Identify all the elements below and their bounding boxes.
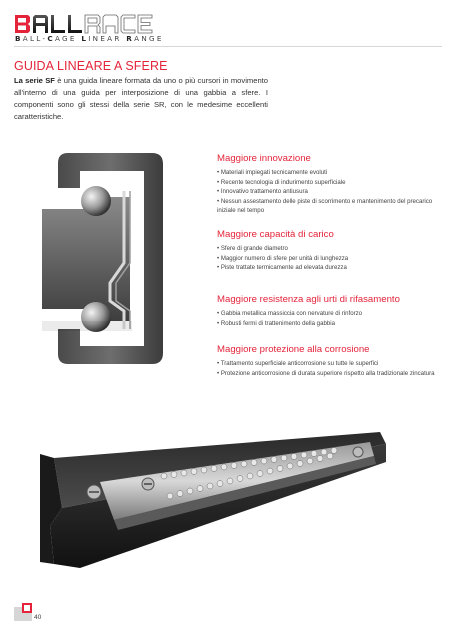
feature-title: Maggiore innovazione bbox=[217, 153, 311, 164]
feature-list bbox=[217, 309, 442, 328]
feature-innovation bbox=[217, 153, 442, 216]
list-item: • Materiali impiegati tecnicamente evoluti bbox=[217, 168, 442, 178]
intro-text: è una guida lineare formata da uno o più cursori in movimento all'interno di una guida per interposizione di una gabbia a sfere. I componenti sono gli stessi della serie SR, con le medesime eccellenti caratteristiche. bbox=[14, 76, 268, 121]
feature-title: Maggiore resistenza agli urti di rifasamento bbox=[217, 294, 400, 305]
intro-paragraph bbox=[14, 75, 268, 123]
list-item: • Protezione anticorrosione di durata superiore rispetto alla tradizionale zincatura bbox=[217, 369, 442, 379]
list-item: • Maggior numero di sfere per unità di lunghezza bbox=[217, 254, 442, 264]
list-item: • Nessun assestamento delle piste di scorrimento e mantenimento del precarico iniziale nel tempo bbox=[217, 197, 442, 216]
page-title: GUIDA LINEARE A SFERE bbox=[14, 59, 168, 73]
page-number: 40 bbox=[34, 614, 42, 621]
feature-load-capacity bbox=[217, 229, 442, 273]
ballrace-logo bbox=[14, 14, 156, 34]
feature-list bbox=[217, 168, 442, 216]
page-marker-icon bbox=[14, 603, 32, 621]
cross-section-image bbox=[40, 151, 165, 366]
feature-list bbox=[217, 359, 442, 378]
list-item: • Innovativo trattamento antiusura bbox=[217, 187, 442, 197]
list-item: • Gabbia metallica massiccia con nervature di rinforzo bbox=[217, 309, 442, 319]
list-item: • Robusti fermi di trattenimento della gabbia bbox=[217, 319, 442, 329]
list-item: • Sfere di grande diametro bbox=[217, 244, 442, 254]
feature-impact-resistance bbox=[217, 294, 442, 328]
feature-title: Maggiore protezione alla corrosione bbox=[217, 344, 370, 355]
feature-list bbox=[217, 244, 442, 273]
linear-rail-image bbox=[40, 430, 386, 570]
list-item: • Piste trattate termicamente ad elevata durezza bbox=[217, 263, 442, 273]
logo-subtitle: BALL-CAGE LINEAR RANGE bbox=[15, 34, 164, 43]
feature-corrosion-protection bbox=[217, 344, 442, 378]
header-divider bbox=[14, 46, 442, 47]
feature-title: Maggiore capacità di carico bbox=[217, 229, 334, 240]
list-item: • Trattamento superficiale anticorrosione su tutte le superfici bbox=[217, 359, 442, 369]
intro-bold: La serie SF bbox=[14, 76, 55, 85]
list-item: • Recente tecnologia di indurimento superficiale bbox=[217, 178, 442, 188]
